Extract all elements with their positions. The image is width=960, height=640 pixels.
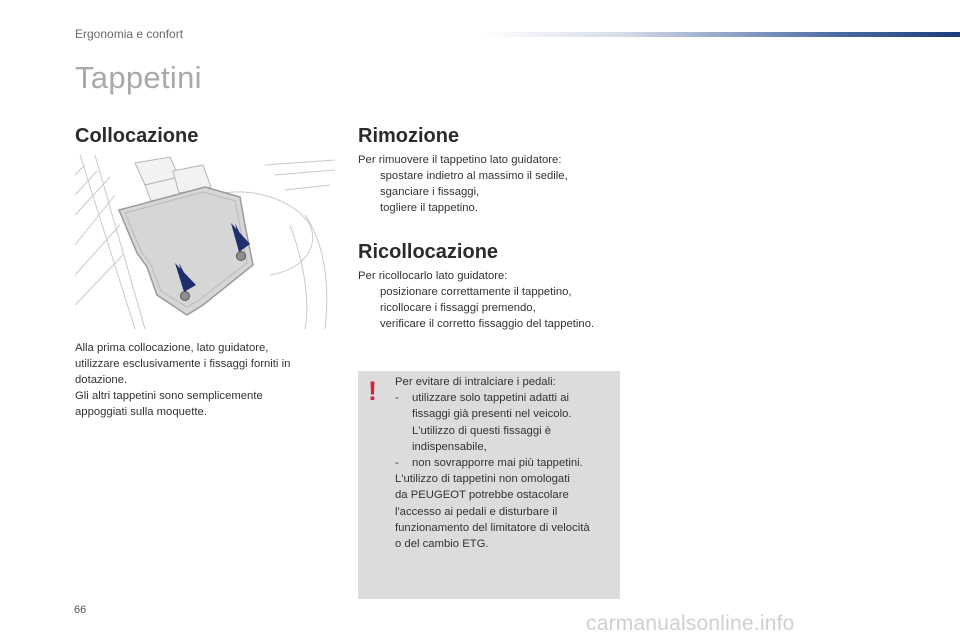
list-item: - utilizzare solo tappetini adatti ai fissaggi già presenti nel veicolo. L'utilizzo di questi fissaggi è indispensabile,	[395, 392, 572, 453]
list-item: - non sovrapporre mai più tappetini.	[395, 457, 583, 470]
list-item: sganciare i fissaggi,	[358, 184, 648, 200]
ricollocazione-heading: Ricollocazione	[358, 241, 499, 263]
floor-mat-illustration	[75, 155, 335, 329]
bullet-icon	[358, 200, 380, 216]
rimozione-steps: Per rimuovere il tappetino lato guidatore: spostare indietro al massimo il sedile, sganciare i fissaggi, togliere il tappetino.	[358, 152, 648, 216]
list-item: togliere il tappetino.	[358, 200, 648, 216]
bullet-icon	[358, 300, 380, 316]
page-title: Tappetini	[75, 60, 202, 95]
list-item: verificare il corretto fissaggio del tappetino.	[358, 316, 648, 332]
header-rule	[480, 32, 960, 37]
rimozione-heading: Rimozione	[358, 125, 460, 147]
section-header: Ergonomia e confort	[75, 27, 184, 41]
ricollocazione-steps: Per ricollocarlo lato guidatore: posizionare correttamente il tappetino, ricollocare i fissaggi premendo, verificare il corretto fissaggio del tappetino.	[358, 268, 648, 332]
list-item: spostare indietro al massimo il sedile,	[358, 168, 648, 184]
page-number: 66	[74, 604, 87, 616]
list-item: posizionare correttamente il tappetino,	[358, 284, 648, 300]
warning-box	[358, 371, 620, 599]
bullet-icon	[358, 168, 380, 184]
bullet-icon	[358, 284, 380, 300]
bullet-icon	[358, 316, 380, 332]
warning-text: Per evitare di intralciare i pedali: - utilizzare solo tappetini adatti ai fissaggi già presenti nel veicolo. L'utilizzo di questi fissaggi è indispensabile, - non sovrapporre mai più tappetini. L'utilizzo di tappetini non omologati da PEUGEOT potrebbe ostacolare l'accesso ai pedali e disturbare il funzionamento del limitatore di velocità o del cambio ETG.	[395, 374, 613, 552]
collocazione-heading: Collocazione	[75, 125, 199, 147]
collocazione-paragraph: Alla prima collocazione, lato guidatore, utilizzare esclusivamente i fissaggi forniti in dotazione. Gli altri tappetini sono semplicemente appoggiati sulla moquette.	[75, 342, 291, 418]
watermark: carmanualsonline.info	[586, 612, 795, 635]
bullet-icon	[358, 184, 380, 200]
list-item: ricollocare i fissaggi premendo,	[358, 300, 648, 316]
warning-icon: !	[368, 376, 377, 406]
